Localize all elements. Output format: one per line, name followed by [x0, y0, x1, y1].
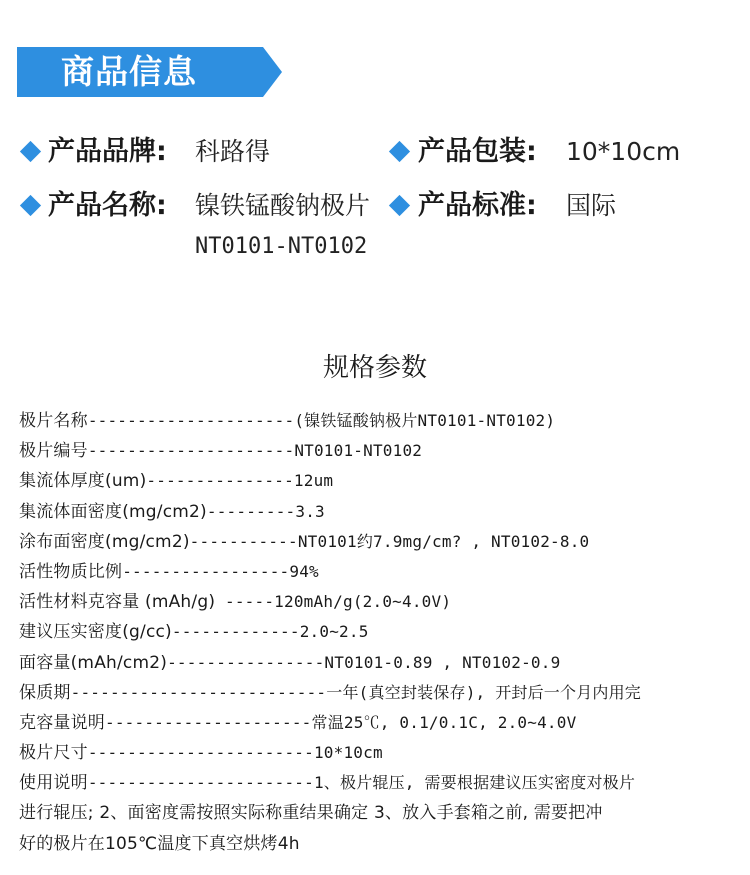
banner-title: 商品信息 [61, 52, 197, 91]
spec-value: 10*10cm [313, 743, 383, 763]
brand-label: 产品品牌: [48, 136, 167, 167]
spec-dashes: -------------------------- [70, 682, 327, 702]
spec-dashes: --------------------- [87, 411, 295, 430]
spec-key: 活性材料克容量 (mAh/g) [19, 592, 216, 613]
spec-line [19, 829, 734, 859]
spec-key: 集流体厚度(um) [19, 471, 147, 492]
spec-value: 3.3 [295, 501, 325, 521]
spec-line [19, 557, 734, 587]
bullet-diamond-icon [389, 195, 410, 216]
spec-dashes: --------------- [146, 471, 294, 491]
bullet-diamond-icon [20, 141, 41, 162]
spec-dashes: --------- [206, 501, 296, 521]
spec-value: NT0101约7.9mg/cm? , NT0102-8.0 [297, 531, 590, 551]
spec-value: 好的极片在105℃温度下真空烘烤4h [19, 833, 300, 854]
spec-dashes: ---------------- [167, 652, 325, 672]
spec-dashes: ----------------- [122, 561, 290, 581]
spec-key: 使用说明 [19, 773, 88, 794]
spec-dashes: ----------- [189, 531, 298, 551]
spec-line [19, 497, 734, 527]
spec-key: 涂布面密度(mg/cm2) [19, 531, 190, 552]
spec-line [19, 648, 734, 678]
bullet-diamond-icon [389, 141, 410, 162]
spec-value: 1、极片辊压, 需要根据建议压实密度对极片 [313, 773, 636, 793]
spec-dashes: ----------------------- [87, 743, 314, 763]
spec-line [19, 587, 734, 617]
spec-value: (镍铁锰酸钠极片NT0101-NT0102) [294, 411, 556, 430]
spec-key: 建议压实密度(g/cc) [19, 622, 172, 643]
spec-dashes: --------------------- [87, 441, 295, 461]
spec-line [19, 738, 734, 768]
bullet-diamond-icon [20, 195, 41, 216]
spec-value: 一年(真空封装保存), 开封后一个月内用完 [326, 682, 641, 702]
spec-key: 极片名称 [19, 411, 88, 431]
spec-key: 克容量说明 [19, 712, 105, 733]
spec-dashes: ----------------------- [87, 773, 314, 793]
spec-line [19, 678, 734, 708]
spec-value: NT0101-NT0102 [294, 441, 423, 461]
spec-line [19, 466, 734, 496]
spec-title: 规格参数 [322, 353, 427, 383]
package-label: 产品包装: [418, 136, 537, 167]
spec-line [19, 798, 734, 828]
product-name-label: 产品名称: [48, 190, 167, 221]
spec-value: 120mAh/g(2.0~4.0V) [274, 592, 452, 612]
spec-dashes: ------------- [171, 622, 300, 642]
product-name-value-line2: NT0101-NT0102 [195, 234, 368, 259]
section-banner [17, 47, 282, 97]
product-name-value: 镍铁锰酸钠极片 [195, 191, 371, 220]
spec-line [19, 406, 734, 436]
spec-value: 进行辊压; 2、面密度需按照实际称重结果确定 3、放入手套箱之前, 需要把冲 [19, 803, 603, 824]
spec-key: 活性物质比例 [19, 561, 123, 582]
spec-key: 极片尺寸 [19, 743, 88, 764]
spec-key: 保质期 [19, 682, 71, 703]
spec-line [19, 708, 734, 738]
spec-key: 极片编号 [19, 441, 88, 462]
spec-dashes: ----- [215, 592, 275, 612]
spec-line [19, 527, 734, 557]
spec-line [19, 617, 734, 647]
spec-line [19, 768, 734, 798]
spec-dashes: --------------------- [105, 712, 312, 732]
spec-key: 面容量(mAh/cm2) [19, 652, 168, 673]
spec-value: 2.0~2.5 [299, 622, 369, 642]
brand-value: 科路得 [195, 137, 271, 166]
spec-list [19, 406, 734, 859]
spec-value: 12um [293, 471, 334, 491]
spec-line [19, 436, 734, 466]
spec-value: NT0101-0.89 , NT0102-0.9 [324, 652, 561, 672]
spec-value: 常温25℃, 0.1/0.1C, 2.0~4.0V [311, 712, 577, 732]
standard-value: 国际 [566, 191, 617, 220]
package-value: 10*10cm [566, 137, 681, 166]
standard-label: 产品标准: [418, 190, 537, 221]
spec-key: 集流体面密度(mg/cm2) [19, 501, 207, 522]
spec-value: 94% [289, 561, 319, 581]
